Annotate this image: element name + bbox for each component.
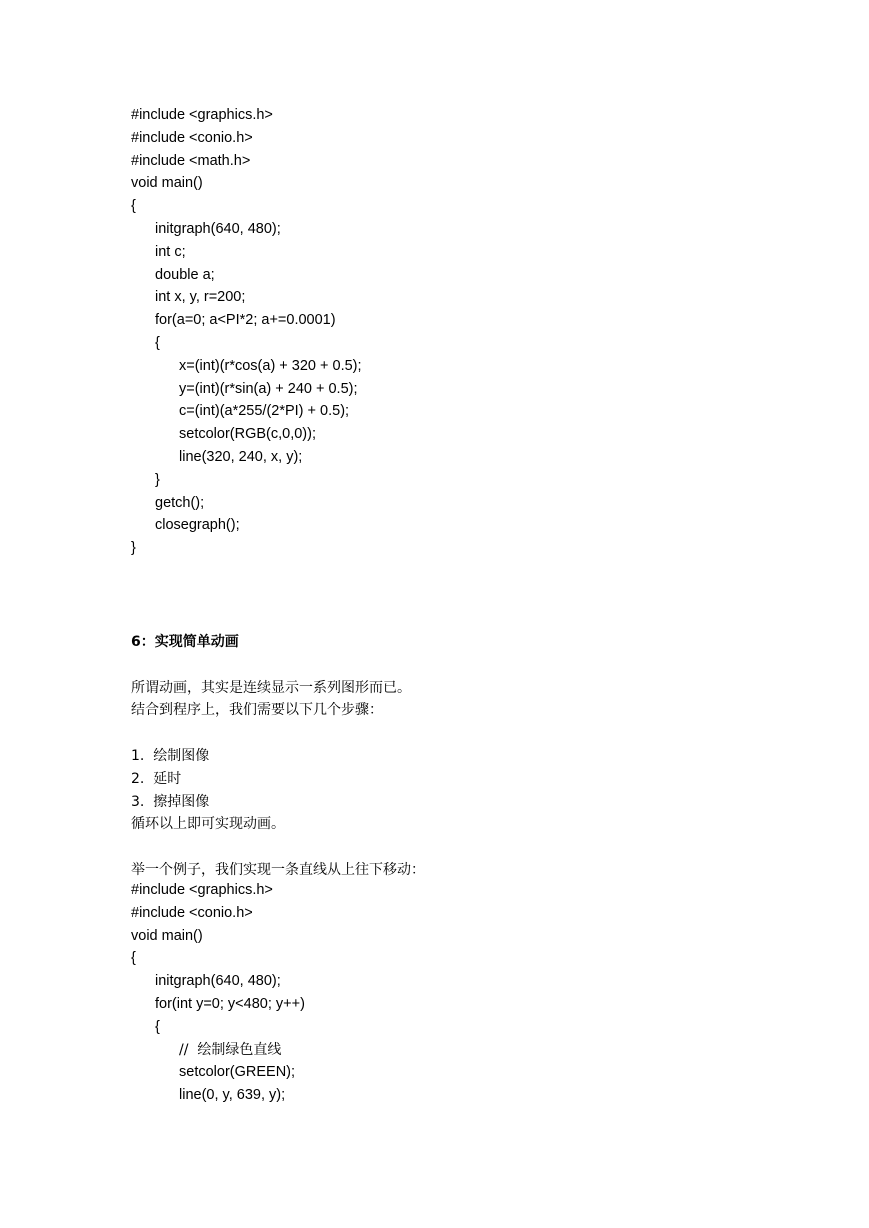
- code-line: {: [131, 198, 136, 215]
- code-line: c=(int)(a*255/(2*PI) + 0.5);: [179, 403, 350, 420]
- code-line: setcolor(GREEN);: [179, 1064, 296, 1081]
- code-line: double a;: [155, 266, 215, 283]
- code-line: }: [131, 540, 136, 557]
- code-line: {: [131, 950, 136, 967]
- step-item: 3. 擦掉图像: [131, 793, 210, 810]
- code-line: int x, y, r=200;: [155, 289, 246, 306]
- code-line: for(a=0; a<PI*2; a+=0.0001): [155, 312, 336, 329]
- section-heading: 6：实现简单动画: [131, 634, 239, 650]
- paragraph-line: 所谓动画，其实是连续显示一系列图形而已。: [131, 679, 411, 696]
- code-line: }: [155, 471, 160, 488]
- code-line: initgraph(640, 480);: [155, 220, 281, 237]
- code-line: #include <conio.h>: [131, 904, 253, 921]
- code-line: #include <conio.h>: [131, 129, 253, 146]
- code-line: line(0, y, 639, y);: [179, 1087, 286, 1104]
- code-line: void main(): [131, 175, 203, 192]
- code-line: line(320, 240, x, y);: [179, 448, 303, 465]
- code-block-1: [131, 104, 362, 560]
- example-intro: 举一个例子，我们实现一条直线从上往下移动：: [131, 861, 425, 878]
- code-line: for(int y=0; y<480; y++): [155, 995, 305, 1012]
- code-line: x=(int)(r*cos(a) + 320 + 0.5);: [179, 357, 362, 374]
- code-line: int c;: [155, 243, 186, 260]
- paragraph-line: 结合到程序上，我们需要以下几个步骤：: [131, 702, 383, 719]
- code-line: #include <graphics.h>: [131, 882, 273, 898]
- code-comment: // 绘制绿色直线: [179, 1041, 282, 1058]
- code-line: closegraph();: [155, 517, 240, 534]
- code-line: {: [155, 1018, 160, 1035]
- code-line: #include <math.h>: [131, 152, 251, 169]
- code-line: void main(): [131, 927, 203, 944]
- code-line: getch();: [155, 494, 205, 511]
- code-block-2: [131, 879, 305, 1107]
- step-item: 2. 延时: [131, 770, 182, 787]
- loop-note: 循环以上即可实现动画。: [131, 816, 285, 833]
- code-line: setcolor(RGB(c,0,0));: [179, 426, 316, 443]
- code-line: y=(int)(r*sin(a) + 240 + 0.5);: [179, 380, 358, 397]
- section-animation: [131, 631, 425, 882]
- code-line: {: [155, 334, 160, 351]
- code-line: #include <graphics.h>: [131, 107, 273, 123]
- step-item: 1. 绘制图像: [131, 747, 210, 764]
- code-line: initgraph(640, 480);: [155, 973, 281, 990]
